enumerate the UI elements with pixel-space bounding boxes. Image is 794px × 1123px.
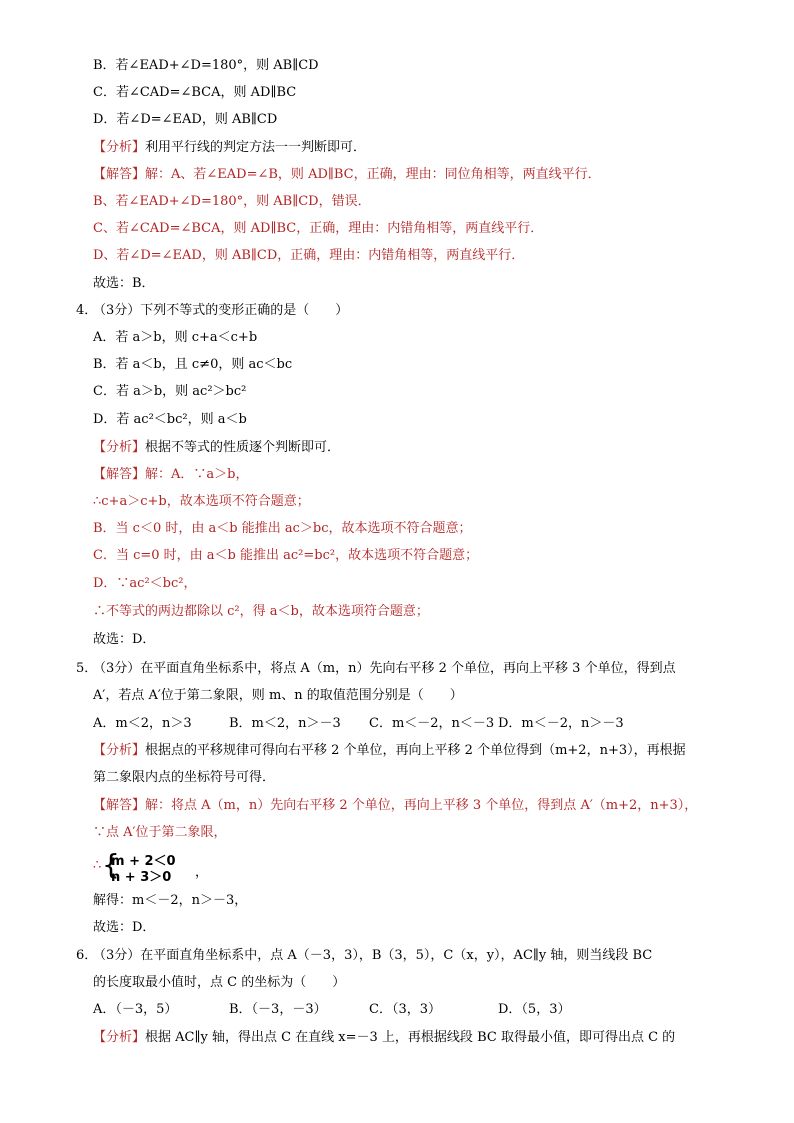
q5-number: 5． — [76, 661, 98, 676]
answer-text: 解：A、若∠EAD=∠B，则 AD∥BC，正确，理由：同位角相等，两直线平行． — [145, 167, 601, 182]
q4-option-c: C．若 a＞b，则 ac²＞bc² — [93, 384, 247, 399]
analysis-tag: 【分析】 — [93, 140, 146, 155]
system-comma: ， — [195, 865, 209, 880]
q3-answer-d: D、若∠D=∠EAD，则 AB∥CD，正确，理由：内错角相等，两直线平行． — [93, 248, 525, 263]
q5-analysis-2: 第二象限内点的坐标符号可得． — [93, 770, 276, 785]
q3-answer-c: C、若∠CAD=∠BCA，则 AD∥BC，正确，理由：内错角相等，两直线平行． — [93, 221, 544, 236]
q3-option-d: D．若∠D=∠EAD，则 AB∥CD — [93, 112, 278, 127]
answer-tag: 【解答】 — [93, 167, 146, 182]
system-row-1: m + 2＜0 — [111, 854, 176, 869]
q4-analysis — [93, 440, 340, 456]
answer-tag: 【解答】 — [93, 467, 146, 482]
analysis-text: 根据不等式的性质逐个判断即可． — [145, 440, 341, 455]
q5-analysis-1 — [93, 743, 686, 759]
answer-text: 解：A．∵a＞b， — [145, 467, 249, 482]
q4-answer-5: D．∵ac²＜bc²， — [93, 576, 197, 591]
q6-stem-1: （3分）在平面直角坐标系中，点 A（－3，3），B（3，5），C（x，y），AC∥y 轴，则当线段 BC — [93, 948, 653, 963]
therefore-symbol: ∴ — [93, 858, 102, 873]
system-row-2: n + 3＞0 — [111, 870, 172, 885]
q4-option-d: D．若 ac²＜bc²，则 a＜b — [93, 412, 247, 427]
q3-option-b: B．若∠EAD+∠D=180°，则 AB∥CD — [93, 58, 319, 73]
q6-option-d: D．（5，3） — [498, 1002, 571, 1017]
analysis-tag: 【分析】 — [93, 1030, 146, 1045]
q6-analysis-1 — [93, 1030, 675, 1046]
q3-analysis — [93, 140, 366, 156]
q3-answer-b: B、若∠EAD+∠D=180°，则 AB∥CD，错误． — [93, 194, 371, 209]
q5-choice: 故选：D． — [93, 920, 156, 935]
analysis-tag: 【分析】 — [93, 440, 146, 455]
left-brace-icon: { — [102, 848, 120, 881]
q5-option-c: C．m＜－2，n＜－3 — [369, 716, 495, 731]
q4-choice: 故选：D． — [93, 632, 156, 647]
q5-option-b: B．m＜2，n＞－3 — [229, 716, 341, 731]
q3-choice: 故选：B． — [93, 276, 155, 291]
q5-option-a: A．m＜2，n＞3 — [93, 716, 192, 731]
q3-answer-a — [93, 167, 601, 183]
q6-option-c: C．（3，3） — [369, 1002, 441, 1017]
q4-answer-4: C．当 c=0 时，由 a＜b 能推出 ac²=bc²，故本选项不符合题意； — [93, 548, 479, 563]
analysis-text: 根据 AC∥y 轴，得出点 C 在直线 x=－3 上，再根据线段 BC 取得最小值，即可得出点 C 的 — [145, 1030, 676, 1045]
answer-text: 解：将点 A（m，n）先向右平移 2 个单位，再向上平移 3 个单位，得到点 A′（m+2，n+3）， — [145, 798, 698, 813]
inequality-system — [93, 849, 213, 883]
q6-stem-2: 的长度取最小值时，点 C 的坐标为（ ） — [93, 975, 346, 990]
q4-stem: （3分）下列不等式的变形正确的是（ ） — [93, 303, 349, 318]
q6-option-b: B．（－3，－3） — [229, 1002, 327, 1017]
q4-number: 4． — [76, 303, 98, 318]
q4-option-b: B．若 a＜b，且 c≠0，则 ac＜bc — [93, 357, 293, 372]
q5-stem-2: A′，若点 A′位于第二象限，则 m、n 的取值范围分别是（ ） — [93, 688, 463, 703]
q5-solve — [93, 893, 247, 909]
q5-stem-1: （3分）在平面直角坐标系中，将点 A（m，n）先向右平移 2 个单位，再向上平移 3 个单位，得到点 — [93, 661, 676, 676]
q5-answer-2: ∵点 A′位于第二象限， — [93, 825, 227, 840]
solve-text: 解得：m＜－2，n＞－3， — [93, 893, 248, 908]
q4-answer-3: B．当 c＜0 时，由 a＜b 能推出 ac＞bc，故本选项不符合题意； — [93, 521, 472, 536]
q5-answer-1 — [93, 798, 697, 814]
q3-option-c: C．若∠CAD=∠BCA，则 AD∥BC — [93, 85, 297, 100]
q4-answer-1 — [93, 467, 248, 483]
q6-option-a: A．（－3，5） — [93, 1002, 178, 1017]
analysis-tag: 【分析】 — [93, 743, 146, 758]
answer-tag: 【解答】 — [93, 798, 146, 813]
q6-number: 6． — [76, 948, 98, 963]
analysis-text: 利用平行线的判定方法一一判断即可． — [145, 140, 367, 155]
analysis-text: 根据点的平移规律可得向右平移 2 个单位，再向上平移 2 个单位得到（m+2，n+3），再根据 — [145, 743, 686, 758]
q4-option-a: A．若 a＞b，则 c+a＜c+b — [93, 330, 258, 345]
q4-answer-6: ∴不等式的两边都除以 c²，得 a＜b，故本选项符合题意； — [93, 604, 429, 619]
q5-option-d: D．m＜－2，n＞－3 — [498, 716, 624, 731]
q4-answer-2: ∴c+a＞c+b，故本选项不符合题意； — [93, 494, 310, 509]
